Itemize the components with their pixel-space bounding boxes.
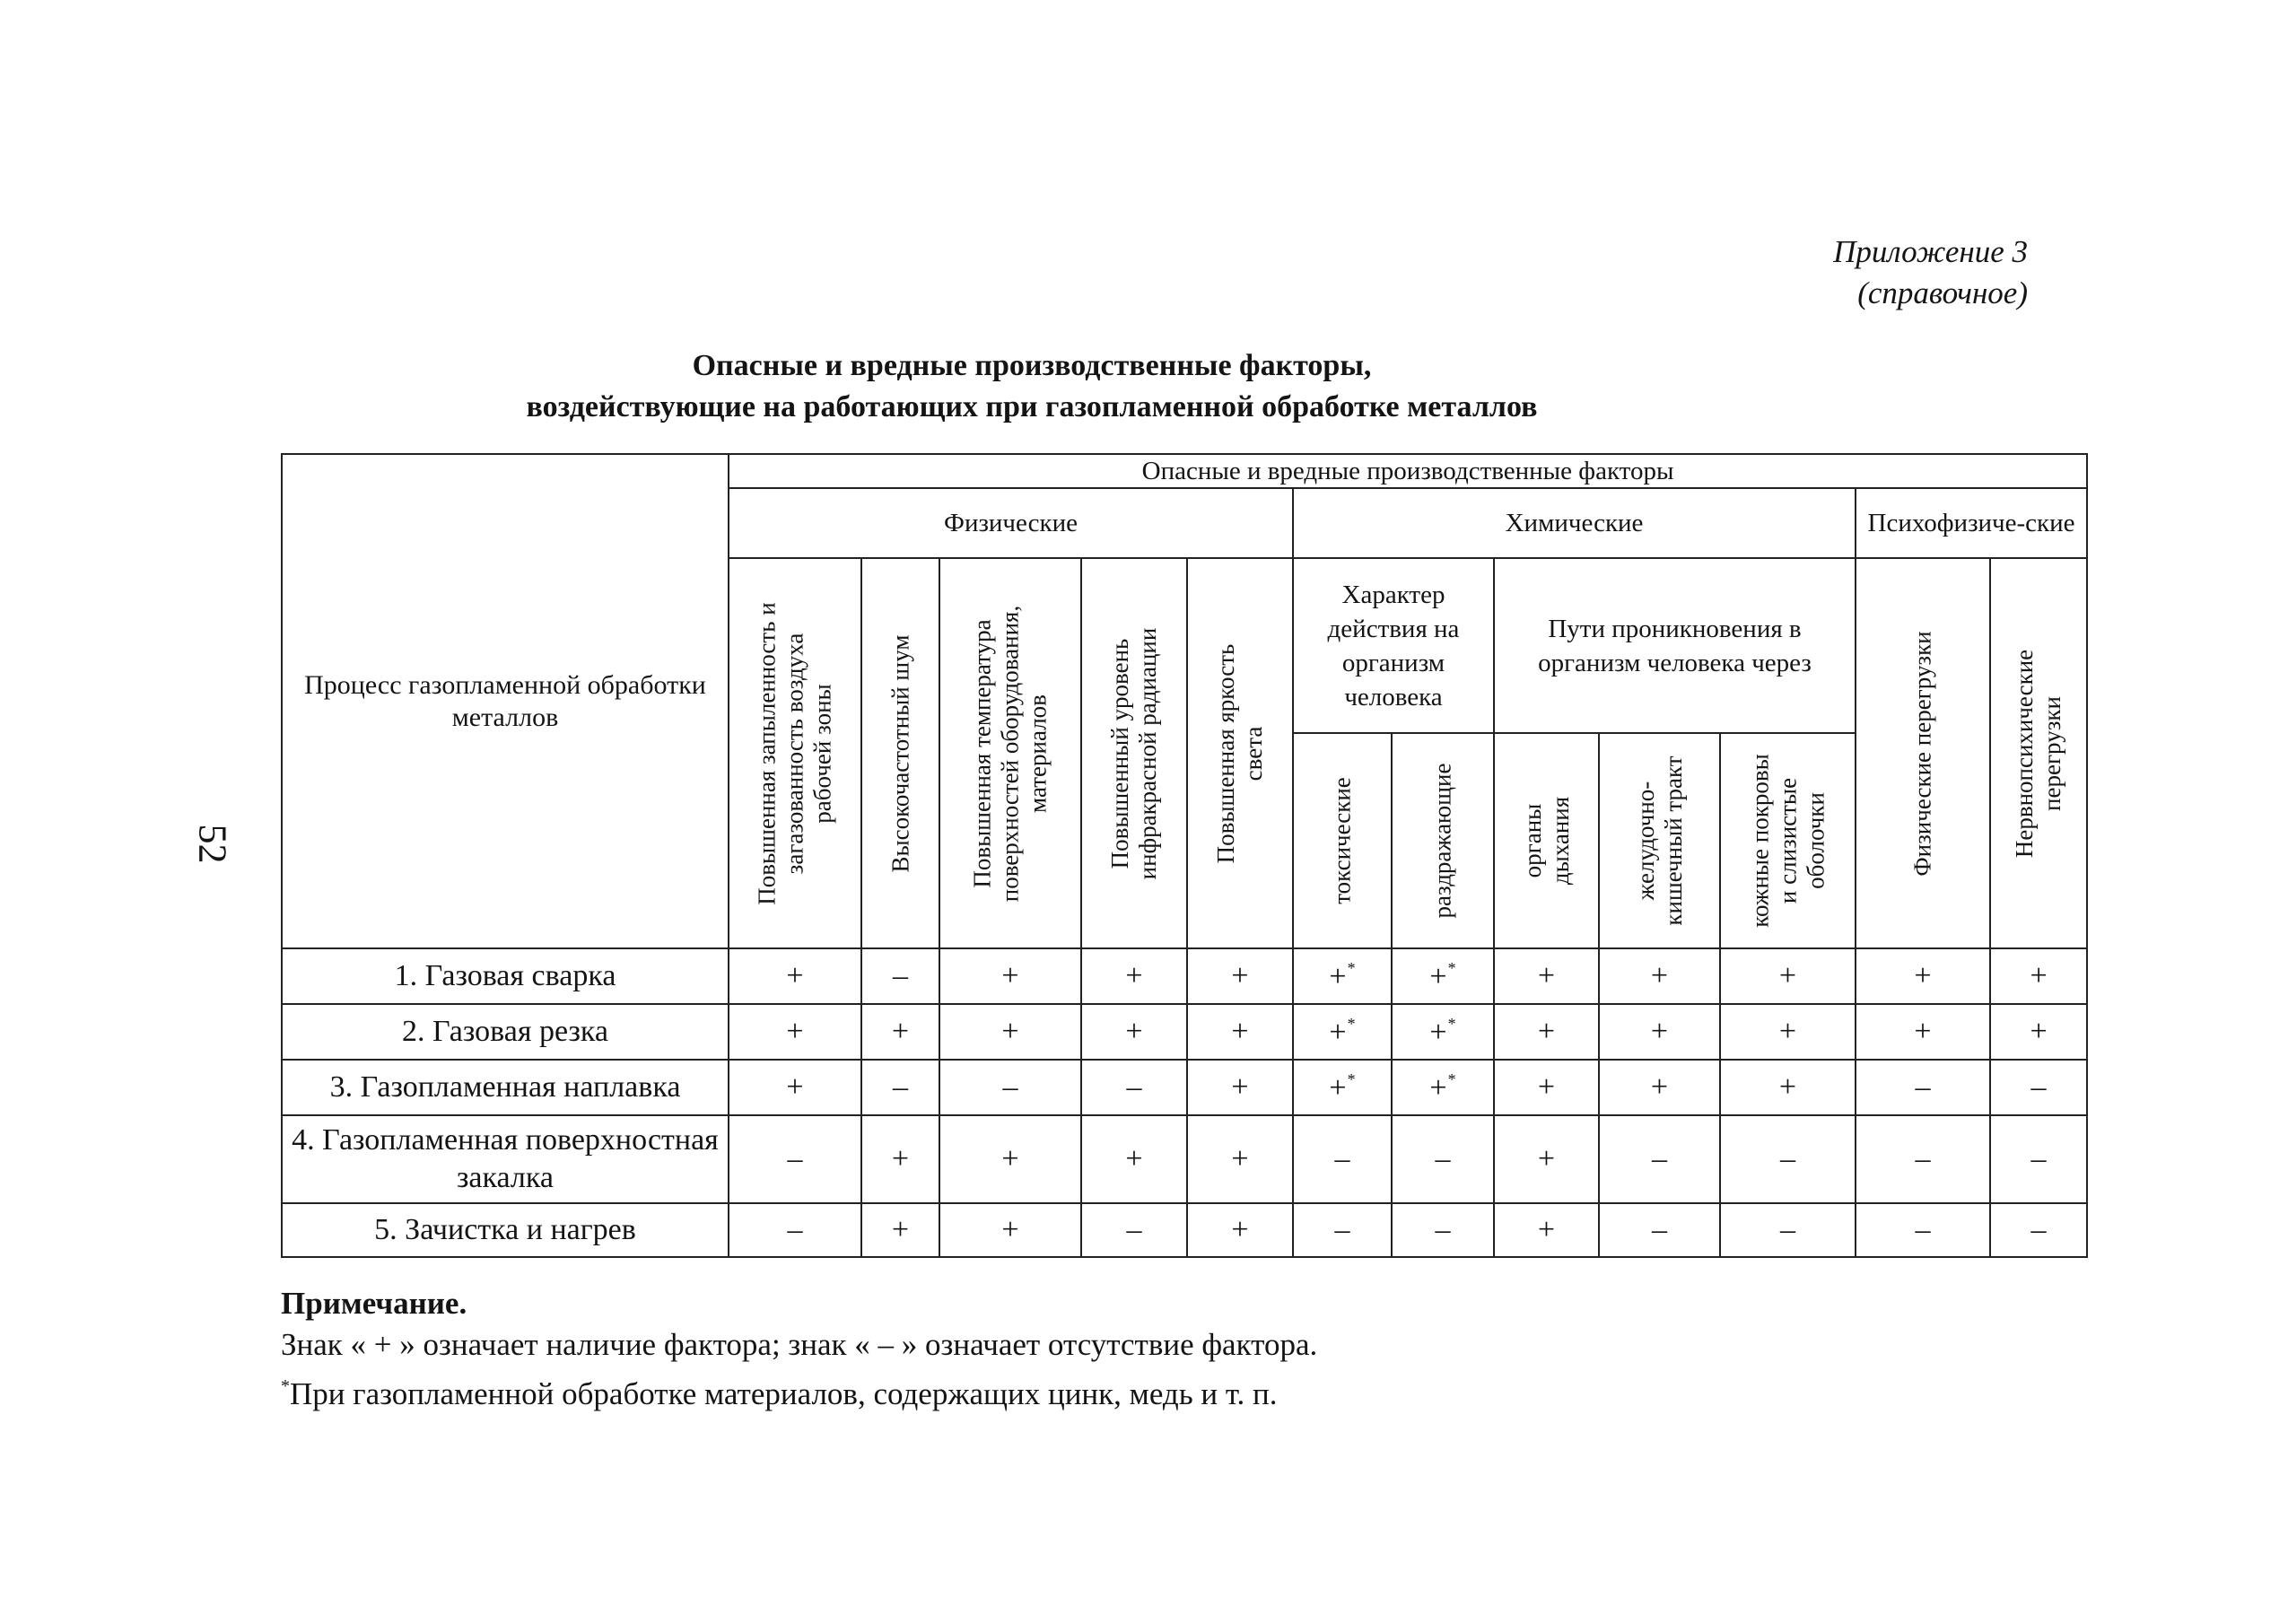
mark-cell: + bbox=[861, 1115, 939, 1203]
mark-cell: + bbox=[1856, 1004, 1990, 1060]
mark-cell: – bbox=[1856, 1060, 1990, 1115]
mark-cell: – bbox=[1081, 1203, 1187, 1257]
mark-cell: + bbox=[1494, 948, 1599, 1004]
col-header-dust: Повышенная запыленность и загазованность воздуха рабочей зоны bbox=[729, 558, 861, 948]
mark-cell: – bbox=[1856, 1115, 1990, 1203]
footnote-star: * bbox=[1347, 1070, 1356, 1088]
col-header-infrared: Повышенный уровень инфракрасной радиации bbox=[1081, 558, 1187, 948]
mark-cell: + bbox=[861, 1203, 939, 1257]
mark-cell: +* bbox=[1293, 1004, 1392, 1060]
mark-cell: + bbox=[1081, 1004, 1187, 1060]
mark-cell: – bbox=[729, 1115, 861, 1203]
mark-cell: + bbox=[1599, 948, 1720, 1004]
mark-cell: + bbox=[1187, 1203, 1293, 1257]
mark-cell: + bbox=[939, 948, 1081, 1004]
mark-cell: – bbox=[1720, 1203, 1856, 1257]
chemical-character-header: Характер действия на организм человека bbox=[1293, 558, 1494, 733]
mark-cell: + bbox=[1990, 1004, 2087, 1060]
mark-cell: + bbox=[939, 1004, 1081, 1060]
mark-cell: – bbox=[1720, 1115, 1856, 1203]
mark-cell: + bbox=[1599, 1004, 1720, 1060]
mark-cell: + bbox=[1187, 1004, 1293, 1060]
col-header-toxic: токсические bbox=[1293, 733, 1392, 948]
factors-header: Опасные и вредные производственные факторы bbox=[729, 454, 2087, 488]
mark-cell: + bbox=[1081, 948, 1187, 1004]
mark-cell: – bbox=[1392, 1115, 1494, 1203]
footnote-star: * bbox=[1447, 958, 1456, 977]
mark-cell: + bbox=[939, 1115, 1081, 1203]
mark-cell: + bbox=[1187, 1060, 1293, 1115]
mark-cell: +* bbox=[1392, 1004, 1494, 1060]
mark-cell: + bbox=[1494, 1115, 1599, 1203]
mark-cell: + bbox=[1081, 1115, 1187, 1203]
mark-cell: + bbox=[1720, 1004, 1856, 1060]
col-header-neuropsychic-overload: Нервнопсихические перегрузки bbox=[1990, 558, 2087, 948]
table-row bbox=[282, 1060, 2087, 1115]
group-psycho: Психофизиче-ские bbox=[1856, 488, 2087, 558]
mark-cell: + bbox=[729, 1060, 861, 1115]
mark-cell: + bbox=[939, 1203, 1081, 1257]
mark-cell: +* bbox=[1392, 948, 1494, 1004]
chemical-paths-header: Пути проникновения в организм человека через bbox=[1494, 558, 1856, 733]
mark-cell: + bbox=[729, 1004, 861, 1060]
appendix-line-2: (справочное) bbox=[1857, 275, 2028, 310]
mark-cell: – bbox=[1293, 1203, 1392, 1257]
mark-cell: + bbox=[1494, 1203, 1599, 1257]
mark-cell: + bbox=[1856, 948, 1990, 1004]
title-line-2: воздействующие на работающих при газопламенной обработке металлов bbox=[526, 390, 1538, 423]
mark-cell: + bbox=[1187, 948, 1293, 1004]
col-header-skin: кожные покровы и слизистые оболочки bbox=[1720, 733, 1856, 948]
process-name: 4. Газопламенная поверхностная закалка bbox=[282, 1115, 729, 1203]
mark-cell: +* bbox=[1392, 1060, 1494, 1115]
process-name: 1. Газовая сварка bbox=[282, 948, 729, 1004]
footnote-star: * bbox=[1447, 1070, 1456, 1088]
col-header-brightness: Повышенная яркость света bbox=[1187, 558, 1293, 948]
process-name: 2. Газовая резка bbox=[282, 1004, 729, 1060]
process-name: 3. Газопламенная наплавка bbox=[282, 1060, 729, 1115]
mark-cell: + bbox=[1494, 1004, 1599, 1060]
mark-cell: – bbox=[1990, 1060, 2087, 1115]
mark-cell: – bbox=[1081, 1060, 1187, 1115]
process-column-header: Процесс газопламенной обработки металлов bbox=[282, 454, 729, 948]
note-title: Примечание. bbox=[281, 1286, 467, 1321]
appendix-label bbox=[1669, 231, 2028, 314]
group-physical: Физические bbox=[729, 488, 1293, 558]
footnote-star: * bbox=[1447, 1014, 1456, 1033]
table-row bbox=[282, 1004, 2087, 1060]
mark-cell: – bbox=[1990, 1115, 2087, 1203]
note-line-2: *При газопламенной обработке материалов, содержащих цинк, медь и т. п. bbox=[281, 1376, 1278, 1411]
document-title bbox=[278, 345, 1786, 428]
mark-cell: + bbox=[1494, 1060, 1599, 1115]
mark-cell: + bbox=[861, 1004, 939, 1060]
mark-cell: – bbox=[861, 948, 939, 1004]
process-name: 5. Зачистка и нагрев bbox=[282, 1203, 729, 1257]
mark-cell: – bbox=[939, 1060, 1081, 1115]
hazard-factors-table bbox=[281, 453, 2088, 1258]
table-row bbox=[282, 1203, 2087, 1257]
mark-cell: + bbox=[1720, 948, 1856, 1004]
appendix-line-1: Приложение 3 bbox=[1833, 234, 2028, 269]
mark-cell: – bbox=[729, 1203, 861, 1257]
mark-cell: – bbox=[1599, 1115, 1720, 1203]
table-row bbox=[282, 1115, 2087, 1203]
mark-cell: +* bbox=[1293, 1060, 1392, 1115]
note-block bbox=[281, 1283, 1986, 1415]
mark-cell: + bbox=[1599, 1060, 1720, 1115]
note-line-1: Знак « + » означает наличие фактора; знак « – » означает отсутствие фактора. bbox=[281, 1327, 1318, 1362]
group-chemical: Химические bbox=[1293, 488, 1856, 558]
col-header-irritant: раздражающие bbox=[1392, 733, 1494, 948]
mark-cell: + bbox=[1187, 1115, 1293, 1203]
col-header-temperature: Повышенная температура поверхностей оборудования, материалов bbox=[939, 558, 1081, 948]
col-header-noise: Высокочастотный шум bbox=[861, 558, 939, 948]
table-row bbox=[282, 948, 2087, 1004]
mark-cell: – bbox=[1990, 1203, 2087, 1257]
mark-cell: – bbox=[1856, 1203, 1990, 1257]
footnote-star: * bbox=[1347, 958, 1356, 977]
mark-cell: + bbox=[729, 948, 861, 1004]
mark-cell: – bbox=[1293, 1115, 1392, 1203]
page-number: 52 bbox=[190, 824, 235, 864]
col-header-respiratory: органы дыхания bbox=[1494, 733, 1599, 948]
mark-cell: – bbox=[1392, 1203, 1494, 1257]
mark-cell: – bbox=[1599, 1203, 1720, 1257]
footnote-star: * bbox=[281, 1376, 290, 1396]
footnote-star: * bbox=[1347, 1014, 1356, 1033]
mark-cell: – bbox=[861, 1060, 939, 1115]
mark-cell: + bbox=[1990, 948, 2087, 1004]
col-header-physical-overload: Физические перегрузки bbox=[1856, 558, 1990, 948]
mark-cell: +* bbox=[1293, 948, 1392, 1004]
mark-cell: + bbox=[1720, 1060, 1856, 1115]
title-line-1: Опасные и вредные производственные факторы, bbox=[692, 349, 1372, 382]
col-header-digestive: желудочно-кишечный тракт bbox=[1599, 733, 1720, 948]
